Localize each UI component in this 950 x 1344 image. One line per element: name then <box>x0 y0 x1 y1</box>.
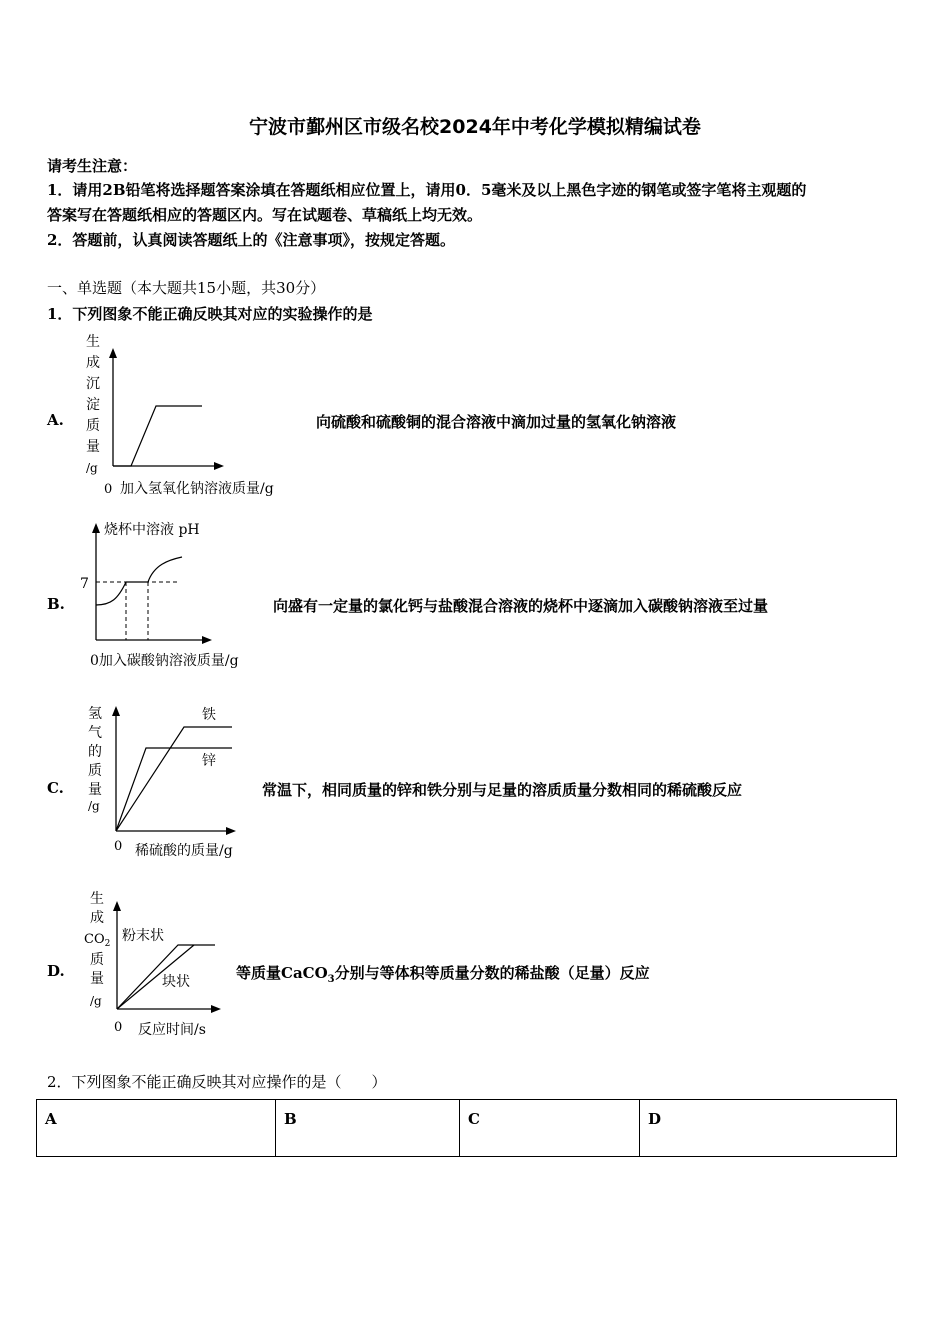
chart-c-yunit: /g <box>88 799 100 813</box>
chart-d-x-arrow <box>211 1005 221 1013</box>
chart-a-ylabel-char: 质 <box>86 418 100 434</box>
option-a-letter: A. <box>47 411 64 429</box>
chart-d-ylabel-char: 成 <box>90 910 104 926</box>
option-b-desc: 向盛有一定量的氯化钙与盐酸混合溶液的烧杯中逐滴加入碳酸钠溶液至过量 <box>273 597 769 615</box>
chart-c-ylabel-char: 质 <box>88 763 102 779</box>
chart-a-origin: 0 <box>104 482 113 497</box>
chart-a <box>78 330 318 502</box>
chart-b-curve <box>96 557 182 605</box>
chart-a-ylabel-char: 生 <box>86 334 100 350</box>
chart-a-xlabel: 加入氢氧化钠溶液质量/g <box>120 481 274 497</box>
option-a-desc: 向硫酸和硫酸铜的混合溶液中滴加过量的氢氧化钠溶液 <box>316 413 677 431</box>
notice-heading: 请考生注意： <box>47 157 138 175</box>
q2-cell-d: D <box>640 1100 897 1157</box>
chart-c-xlabel: 稀硫酸的质量/g <box>135 843 233 859</box>
chart-c-y-arrow <box>112 706 120 716</box>
table-row <box>37 1100 897 1157</box>
chart-c-ylabel-char: 气 <box>88 725 102 741</box>
option-d-letter: D. <box>47 962 65 980</box>
chart-b-ylabel: 烧杯中溶液 pH <box>104 522 200 538</box>
chart-a-ylabel-char: 沉 <box>86 376 100 392</box>
q2-stem: 2．下列图象不能正确反映其对应操作的是（ ） <box>47 1073 387 1091</box>
notice-line-1a: 1．请用2B铅笔将选择题答案涂填在答题纸相应位置上，请用0．5毫米及以上黑色字迹的钢笔或签字笔将主观题的 <box>47 181 807 199</box>
chart-c-x-arrow <box>226 827 236 835</box>
chart-c-label-fe: 铁 <box>202 707 216 723</box>
notice-line-2: 2．答题前，认真阅读答题纸上的《注意事项》，按规定答题。 <box>47 231 455 249</box>
q2-cell-b: B <box>276 1100 460 1157</box>
chart-d-origin: 0 <box>114 1020 123 1035</box>
q1-stem: 1．下列图象不能正确反映其对应的实验操作的是 <box>47 305 373 323</box>
option-d-desc: 等质量CaCO$_3$分别与等体积等质量分数的稀盐酸（足量）反应 <box>236 964 650 985</box>
q2-cell-a: A <box>37 1100 276 1157</box>
chart-d-ylabel-char: 生 <box>90 891 104 907</box>
chart-a-yunit: /g <box>86 461 98 475</box>
q2-cell-c: C <box>460 1100 640 1157</box>
chart-b-xlabel: 0加入碳酸钠溶液质量/g <box>90 653 239 669</box>
chart-b <box>76 515 276 675</box>
chart-d-yunit: /g <box>90 994 102 1008</box>
section-heading: 一、单选题（本大题共15小题，共30分） <box>47 279 326 297</box>
chart-c <box>80 700 280 865</box>
chart-c-line-fe <box>116 727 232 831</box>
chart-a-ylabel-char: 量 <box>86 439 100 455</box>
page-title: 宁波市鄞州区市级名校2024年中考化学模拟精编试卷 <box>249 116 701 138</box>
chart-d-ylabel-char: 量 <box>90 971 104 987</box>
chart-a-ylabel-char: 淀 <box>86 397 100 413</box>
chart-a-x-arrow <box>214 462 224 470</box>
chart-b-ytick: 7 <box>80 576 89 592</box>
chart-c-ylabel-char: 量 <box>88 782 102 798</box>
chart-b-y-arrow <box>92 523 100 533</box>
chart-b-x-arrow <box>202 636 212 644</box>
chart-c-ylabel-char: 氢 <box>88 706 102 722</box>
option-c-desc: 常温下，相同质量的锌和铁分别与足量的溶质质量分数相同的稀硫酸反应 <box>262 781 743 799</box>
chart-d-ylabel-char: 质 <box>90 952 104 968</box>
chart-c-origin: 0 <box>114 839 123 854</box>
chart-c-label-zn: 锌 <box>202 753 216 769</box>
chart-d-y-arrow <box>113 901 121 911</box>
chart-c-ylabel-char: 的 <box>88 744 102 760</box>
notice-line-1b: 答案写在答题纸相应的答题区内。写在试题卷、草稿纸上均无效。 <box>47 206 483 224</box>
chart-a-y-arrow <box>109 348 117 358</box>
chart-d-xlabel: 反应时间/s <box>138 1022 206 1038</box>
option-c-letter: C. <box>47 779 64 797</box>
chart-d <box>80 885 240 1040</box>
chart-a-ylabel-char: 成 <box>86 355 100 371</box>
option-b-letter: B. <box>47 595 65 613</box>
chart-d-label-block: 块状 <box>162 974 190 990</box>
q2-options-table <box>36 1099 897 1157</box>
chart-a-curve <box>113 406 202 466</box>
chart-d-label-powder: 粉末状 <box>122 928 164 944</box>
chart-d-ylabel-co2: $CO_2$ <box>84 932 111 949</box>
